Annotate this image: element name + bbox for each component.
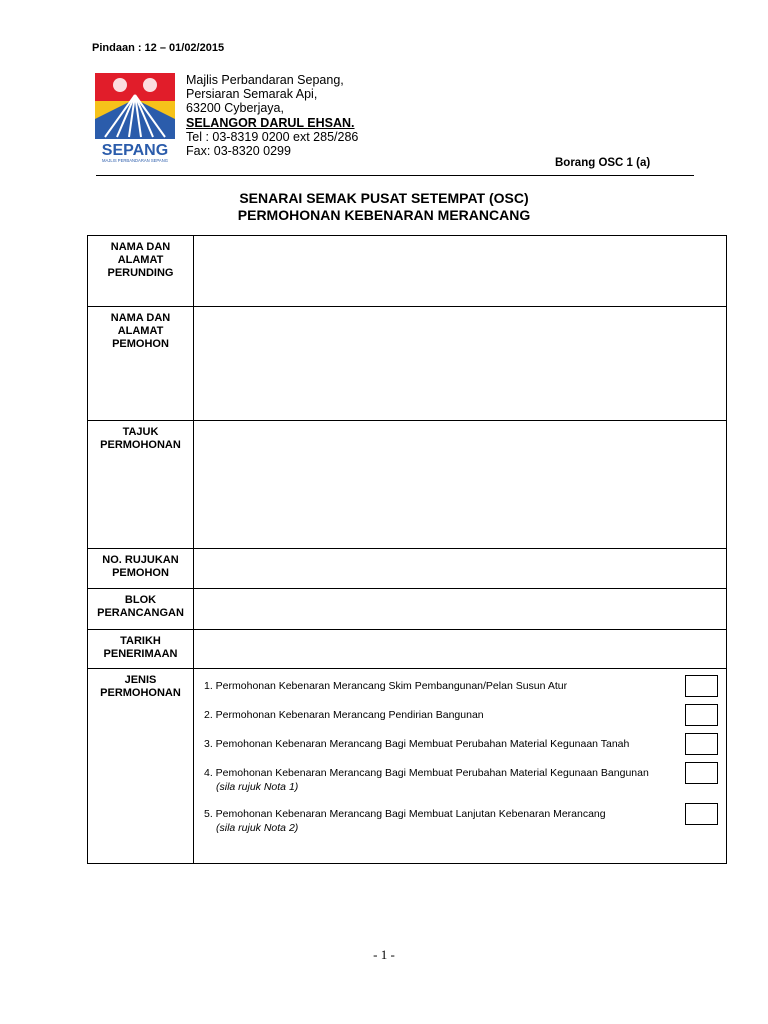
form-label: NAMA DAN ALAMAT PEMOHON (88, 307, 194, 421)
application-type-option (194, 673, 726, 702)
form-row-receipt-date (88, 630, 727, 669)
applicant-name-address-field[interactable] (194, 307, 727, 421)
form-row-reference (88, 549, 727, 589)
council-address (186, 73, 358, 158)
application-type-option (194, 731, 726, 760)
checklist-form-table (87, 235, 727, 864)
option-text: 5. Pemohonan Kebenaran Merancang Bagi Membuat Lanjutan Kebenaran Merancang (204, 808, 606, 820)
form-label: TAJUK PERMOHONAN (88, 421, 194, 549)
consultant-name-address-field[interactable] (194, 236, 727, 307)
option-note: (sila rujuk Nota 2) (216, 822, 299, 834)
logo-subtext: MAJLIS PERBANDARAN SEPANG (101, 158, 169, 163)
address-line-2: Persiaran Semarak Api, (186, 87, 318, 102)
address-line-3: 63200 Cyberjaya, (186, 101, 284, 116)
option-checkbox[interactable] (685, 675, 718, 697)
option-text: 4. Pemohonan Kebenaran Merancang Bagi Membuat Perubahan Material Kegunaan Bangunan (204, 767, 649, 779)
header-divider (96, 175, 694, 176)
option-checkbox[interactable] (685, 733, 718, 755)
application-type-option (194, 801, 726, 842)
option-checkbox[interactable] (685, 762, 718, 784)
form-label: JENIS PERMOHONAN (88, 669, 194, 864)
option-text: 2. Permohonan Kebenaran Merancang Pendirian Bangunan (204, 709, 484, 721)
application-type-option (194, 760, 726, 801)
form-row-planning-block (88, 589, 727, 630)
planning-block-field[interactable] (194, 589, 727, 630)
address-line-1: Majlis Perbandaran Sepang, (186, 73, 344, 87)
application-type-option (194, 702, 726, 731)
option-text: 3. Pemohonan Kebenaran Merancang Bagi Membuat Perubahan Material Kegunaan Tanah (204, 738, 630, 750)
amendment-note: Pindaan : 12 – 01/02/2015 (92, 42, 225, 54)
form-row-application-type (88, 669, 727, 864)
logo-left-bloom (113, 78, 127, 92)
option-checkbox[interactable] (685, 704, 718, 726)
application-title-field[interactable] (194, 421, 727, 549)
document-subtitle: PERMOHONAN KEBENARAN MERANCANG (237, 207, 531, 223)
form-label: NAMA DAN ALAMAT PERUNDING (88, 236, 194, 307)
option-note: (sila rujuk Nota 1) (216, 781, 299, 793)
form-row-applicant (88, 307, 727, 421)
form-row-title (88, 421, 727, 549)
page-number: - 1 - (373, 947, 395, 962)
address-telephone: Tel : 03-8319 0200 ext 285/286 (186, 129, 359, 144)
address-state: SELANGOR DARUL EHSAN. (186, 115, 355, 130)
form-label: TARIKH PENERIMAAN (88, 630, 194, 669)
application-type-options (194, 669, 727, 864)
sepang-logo (93, 71, 177, 163)
document-title: SENARAI SEMAK PUSAT SETEMPAT (OSC) (239, 190, 529, 206)
form-row-consultant (88, 236, 727, 307)
address-fax: Fax: 03-8320 0299 (186, 144, 291, 159)
form-label: BLOK PERANCANGAN (88, 589, 194, 630)
form-label: NO. RUJUKAN PEMOHON (88, 549, 194, 589)
option-checkbox[interactable] (685, 803, 718, 825)
form-number: Borang OSC 1 (a) (555, 157, 651, 169)
option-text: 1. Permohonan Kebenaran Merancang Skim Pembangunan/Pelan Susun Atur (204, 680, 568, 692)
logo-right-bloom (143, 78, 157, 92)
applicant-reference-field[interactable] (194, 549, 727, 589)
receipt-date-field[interactable] (194, 630, 727, 669)
logo-wordmark: SEPANG (101, 142, 169, 159)
sepang-logo-icon (93, 71, 177, 163)
